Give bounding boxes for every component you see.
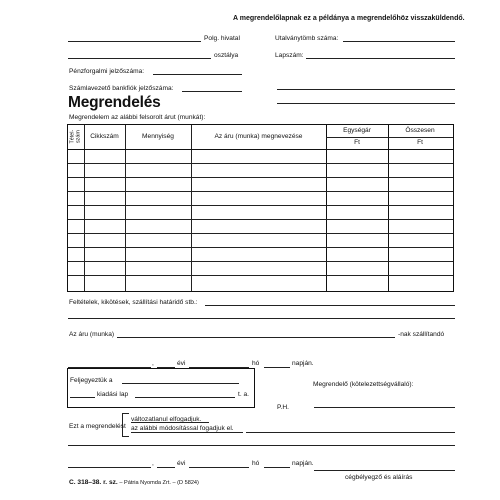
unit-row-divider	[326, 137, 453, 138]
megrendelo-label: Megrendelő (kötelezettségvállaló):	[313, 381, 414, 388]
cegbelyegzo-label: cégbélyegző és aláírás	[345, 474, 413, 481]
osztalya-line[interactable]	[68, 58, 211, 59]
ph-label: P.H.	[277, 404, 289, 411]
modositas-line[interactable]	[246, 432, 455, 433]
kiadasi-lap-num-line[interactable]	[70, 397, 95, 398]
col-header-tetel-text: Tétel- szám	[69, 130, 81, 144]
osztalya-label: osztálya	[214, 52, 239, 59]
cegbelyegzo-sign-line[interactable]	[314, 470, 455, 471]
kiadasi-lap-line[interactable]	[135, 397, 235, 398]
row-divider	[68, 163, 453, 164]
szamlavezeto-label: Számlavezető bankfiók jelzőszáma:	[69, 85, 174, 92]
publisher-text: – Pátria Nyomda Zrt. – (D 5824)	[117, 480, 199, 486]
row-divider	[68, 247, 453, 248]
right-blank-line-1[interactable]	[277, 89, 455, 90]
order-table	[67, 124, 454, 292]
aru-munka-line[interactable]	[117, 337, 395, 338]
feljegyeztuk-box	[67, 368, 255, 408]
kiadasi-lap-label: kiadási lap	[97, 391, 129, 398]
felteteleke-line-2[interactable]	[68, 318, 455, 319]
polg-hivatal-label: Polg. hivatal	[204, 35, 240, 42]
feljegyeztuk-label: Feljegyeztük a	[70, 377, 113, 384]
lapszam-label: Lapszám:	[275, 52, 304, 59]
row-divider	[68, 191, 453, 192]
penzforgalmi-line[interactable]	[153, 74, 242, 75]
szamlavezeto-line[interactable]	[182, 91, 242, 92]
unit-ft-egysegar: Ft	[354, 139, 360, 146]
date2-year-line[interactable]	[157, 467, 175, 468]
nak-szallitando-label: -nak szállítandó	[398, 331, 445, 338]
col-header-egysegar: Egységár	[343, 127, 371, 134]
col-header-megnevezes: Az áru (munka) megnevezése	[214, 133, 303, 140]
right-blank-line-2[interactable]	[277, 103, 455, 104]
date2-evi: évi	[177, 460, 186, 467]
polg-hivatal-line[interactable]	[68, 41, 201, 42]
row-divider	[68, 233, 453, 234]
return-notice: A megrendelőlapnak ez a példánya a megrendelőhöz visszaküldendő.	[233, 15, 465, 22]
form-code	[69, 479, 199, 487]
date1-day-line[interactable]	[264, 367, 290, 368]
utalvanytomb-line[interactable]	[343, 41, 455, 42]
date2-month-line[interactable]	[189, 467, 249, 468]
felteteleke-label: Feltételek, kikötések, szállítási határidő stb.:	[69, 299, 198, 306]
utalvanytomb-label: Utalványtömb száma:	[275, 35, 339, 42]
intro-text: Megrendelem az alábbi felsorolt árut (munkát):	[69, 114, 206, 121]
col-header-cikkszam: Cikkszám	[90, 133, 119, 140]
modositassal-underline	[131, 432, 243, 433]
valtozatlanul-option[interactable]: változatlanul elfogadjuk.	[131, 416, 202, 423]
col-header-mennyiseg: Mennyiség	[142, 133, 174, 140]
row-divider	[68, 219, 453, 220]
date2-napjan: napján.	[292, 460, 314, 467]
feljegyeztuk-line[interactable]	[122, 383, 239, 384]
date2-place-line[interactable]	[68, 467, 151, 468]
penzforgalmi-label: Pénzforgalmi jelzőszáma:	[69, 68, 145, 75]
lapszam-line[interactable]	[306, 58, 455, 59]
page-title: Megrendelés	[68, 94, 161, 111]
header-divider	[68, 149, 453, 150]
row-divider	[68, 177, 453, 178]
date2-day-line[interactable]	[264, 467, 290, 468]
date1-comma: ,	[152, 360, 154, 367]
valtozatlanul-underline	[131, 422, 209, 423]
col-header-osszesen: Összesen	[405, 127, 435, 134]
date1-ho: hó	[252, 360, 260, 367]
unit-ft-osszesen: Ft	[417, 139, 423, 146]
ta-label: t. a.	[238, 391, 249, 398]
megrendelo-sign-line[interactable]	[314, 407, 455, 408]
row-divider	[68, 205, 453, 206]
modositas-line-2[interactable]	[68, 445, 455, 446]
aru-munka-label: Az áru (munka)	[69, 331, 115, 338]
megrendelest-label: Ezt a megrendelést	[69, 423, 126, 430]
date2-comma: ,	[152, 460, 154, 467]
date2-ho: hó	[252, 460, 260, 467]
date1-napjan: napján.	[292, 360, 314, 367]
felteteleke-line[interactable]	[205, 305, 455, 306]
row-divider	[68, 275, 453, 276]
choice-bracket	[122, 413, 129, 437]
date1-evi: évi	[177, 360, 186, 367]
col-header-tetel	[68, 125, 84, 149]
modositassal-option[interactable]: az alábbi módosítással fogadjuk el.	[131, 425, 234, 432]
form-code-number: C. 318–38. r. sz.	[69, 479, 118, 486]
row-divider	[68, 261, 453, 262]
